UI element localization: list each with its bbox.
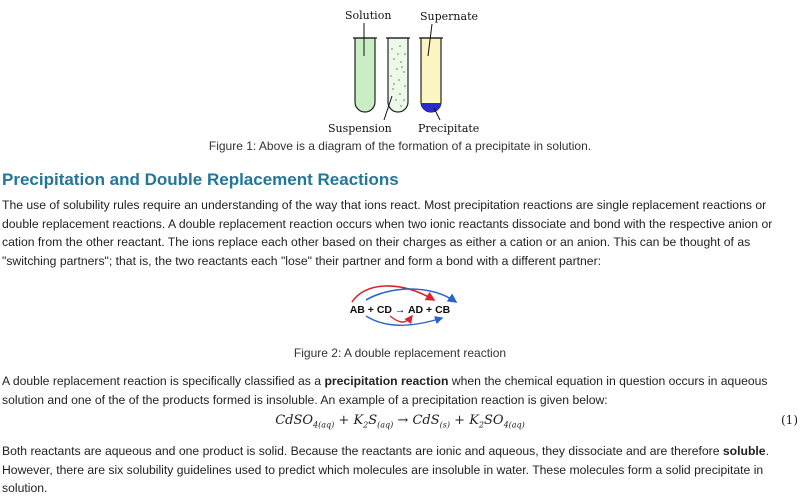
- red-lower-arrow: [390, 316, 412, 322]
- figure2-caption: Figure 2: A double replacement reaction: [293, 346, 507, 360]
- paragraph-1: The use of solubility rules require an understanding of the way that ions react. Most precipitation reactions are single replacement reactions or double replacement reactions. A double replacement reaction occurs when two ionic reactants dissociate and bond with the respective anion or cation from the other reactant. The ions replace each other based on their charges as either a cation or an anion. This can be thought of as "switching partners"; that is, the two reactants each "lose" their partner and form a bond with a different partner:: [2, 198, 773, 269]
- red-switch-arrow: [352, 286, 434, 302]
- paragraph-3-text-2: . However, there are six solubility guidelines used to predict which molecules are insoluble in water. These molecules form a solid precipitate in solution.: [2, 444, 769, 496]
- chemical-equation-row: [0, 413, 800, 435]
- chemical-equation: CdSO$_{4(aq)}$ + $K_2S_{(aq)} \to CdS_{(s)} + K_2SO_{4(aq)}$: [275, 413, 525, 430]
- blue-switch-arrow: [366, 289, 456, 302]
- label-supernate: Supernate: [420, 10, 479, 23]
- label-precipitate: Precipitate: [418, 122, 480, 135]
- supernate-tube: [419, 38, 443, 112]
- paragraph-2: [2, 372, 798, 409]
- paragraph-2-text-1: A double replacement reaction is specifically classified as a: [2, 374, 325, 388]
- double-replacement-diagram: [330, 282, 470, 328]
- solution-tube: [353, 38, 377, 112]
- suspension-tube: [386, 38, 410, 112]
- label-suspension: Suspension: [328, 122, 392, 135]
- equation-number: (1): [781, 413, 798, 427]
- label-solution: Solution: [345, 9, 392, 22]
- figure1-caption: Figure 1: Above is a diagram of the formation of a precipitate in solution.: [208, 139, 592, 153]
- soluble-term: soluble: [722, 444, 766, 458]
- precipitation-reaction-term: precipitation reaction: [324, 374, 449, 388]
- paragraph-3: [2, 442, 798, 498]
- precipitate-diagram: [320, 4, 480, 138]
- section-heading: Precipitation and Double Replacement Reactions: [2, 170, 399, 189]
- precipitate-layer: [422, 103, 441, 112]
- reaction-equation: AB + CD → AD + CB: [349, 304, 451, 316]
- paragraph-3-text-1: Both reactants are aqueous and one product is solid. Because the reactants are ionic and aqueous, they dissociate and are therefore: [2, 444, 723, 458]
- paragraph-2-text-2: when the chemical equation in question occurs in aqueous solution and one of the of the products formed is insoluble. An example of a precipitation reaction is given below:: [2, 374, 768, 407]
- blue-lower-arrow: [366, 316, 442, 325]
